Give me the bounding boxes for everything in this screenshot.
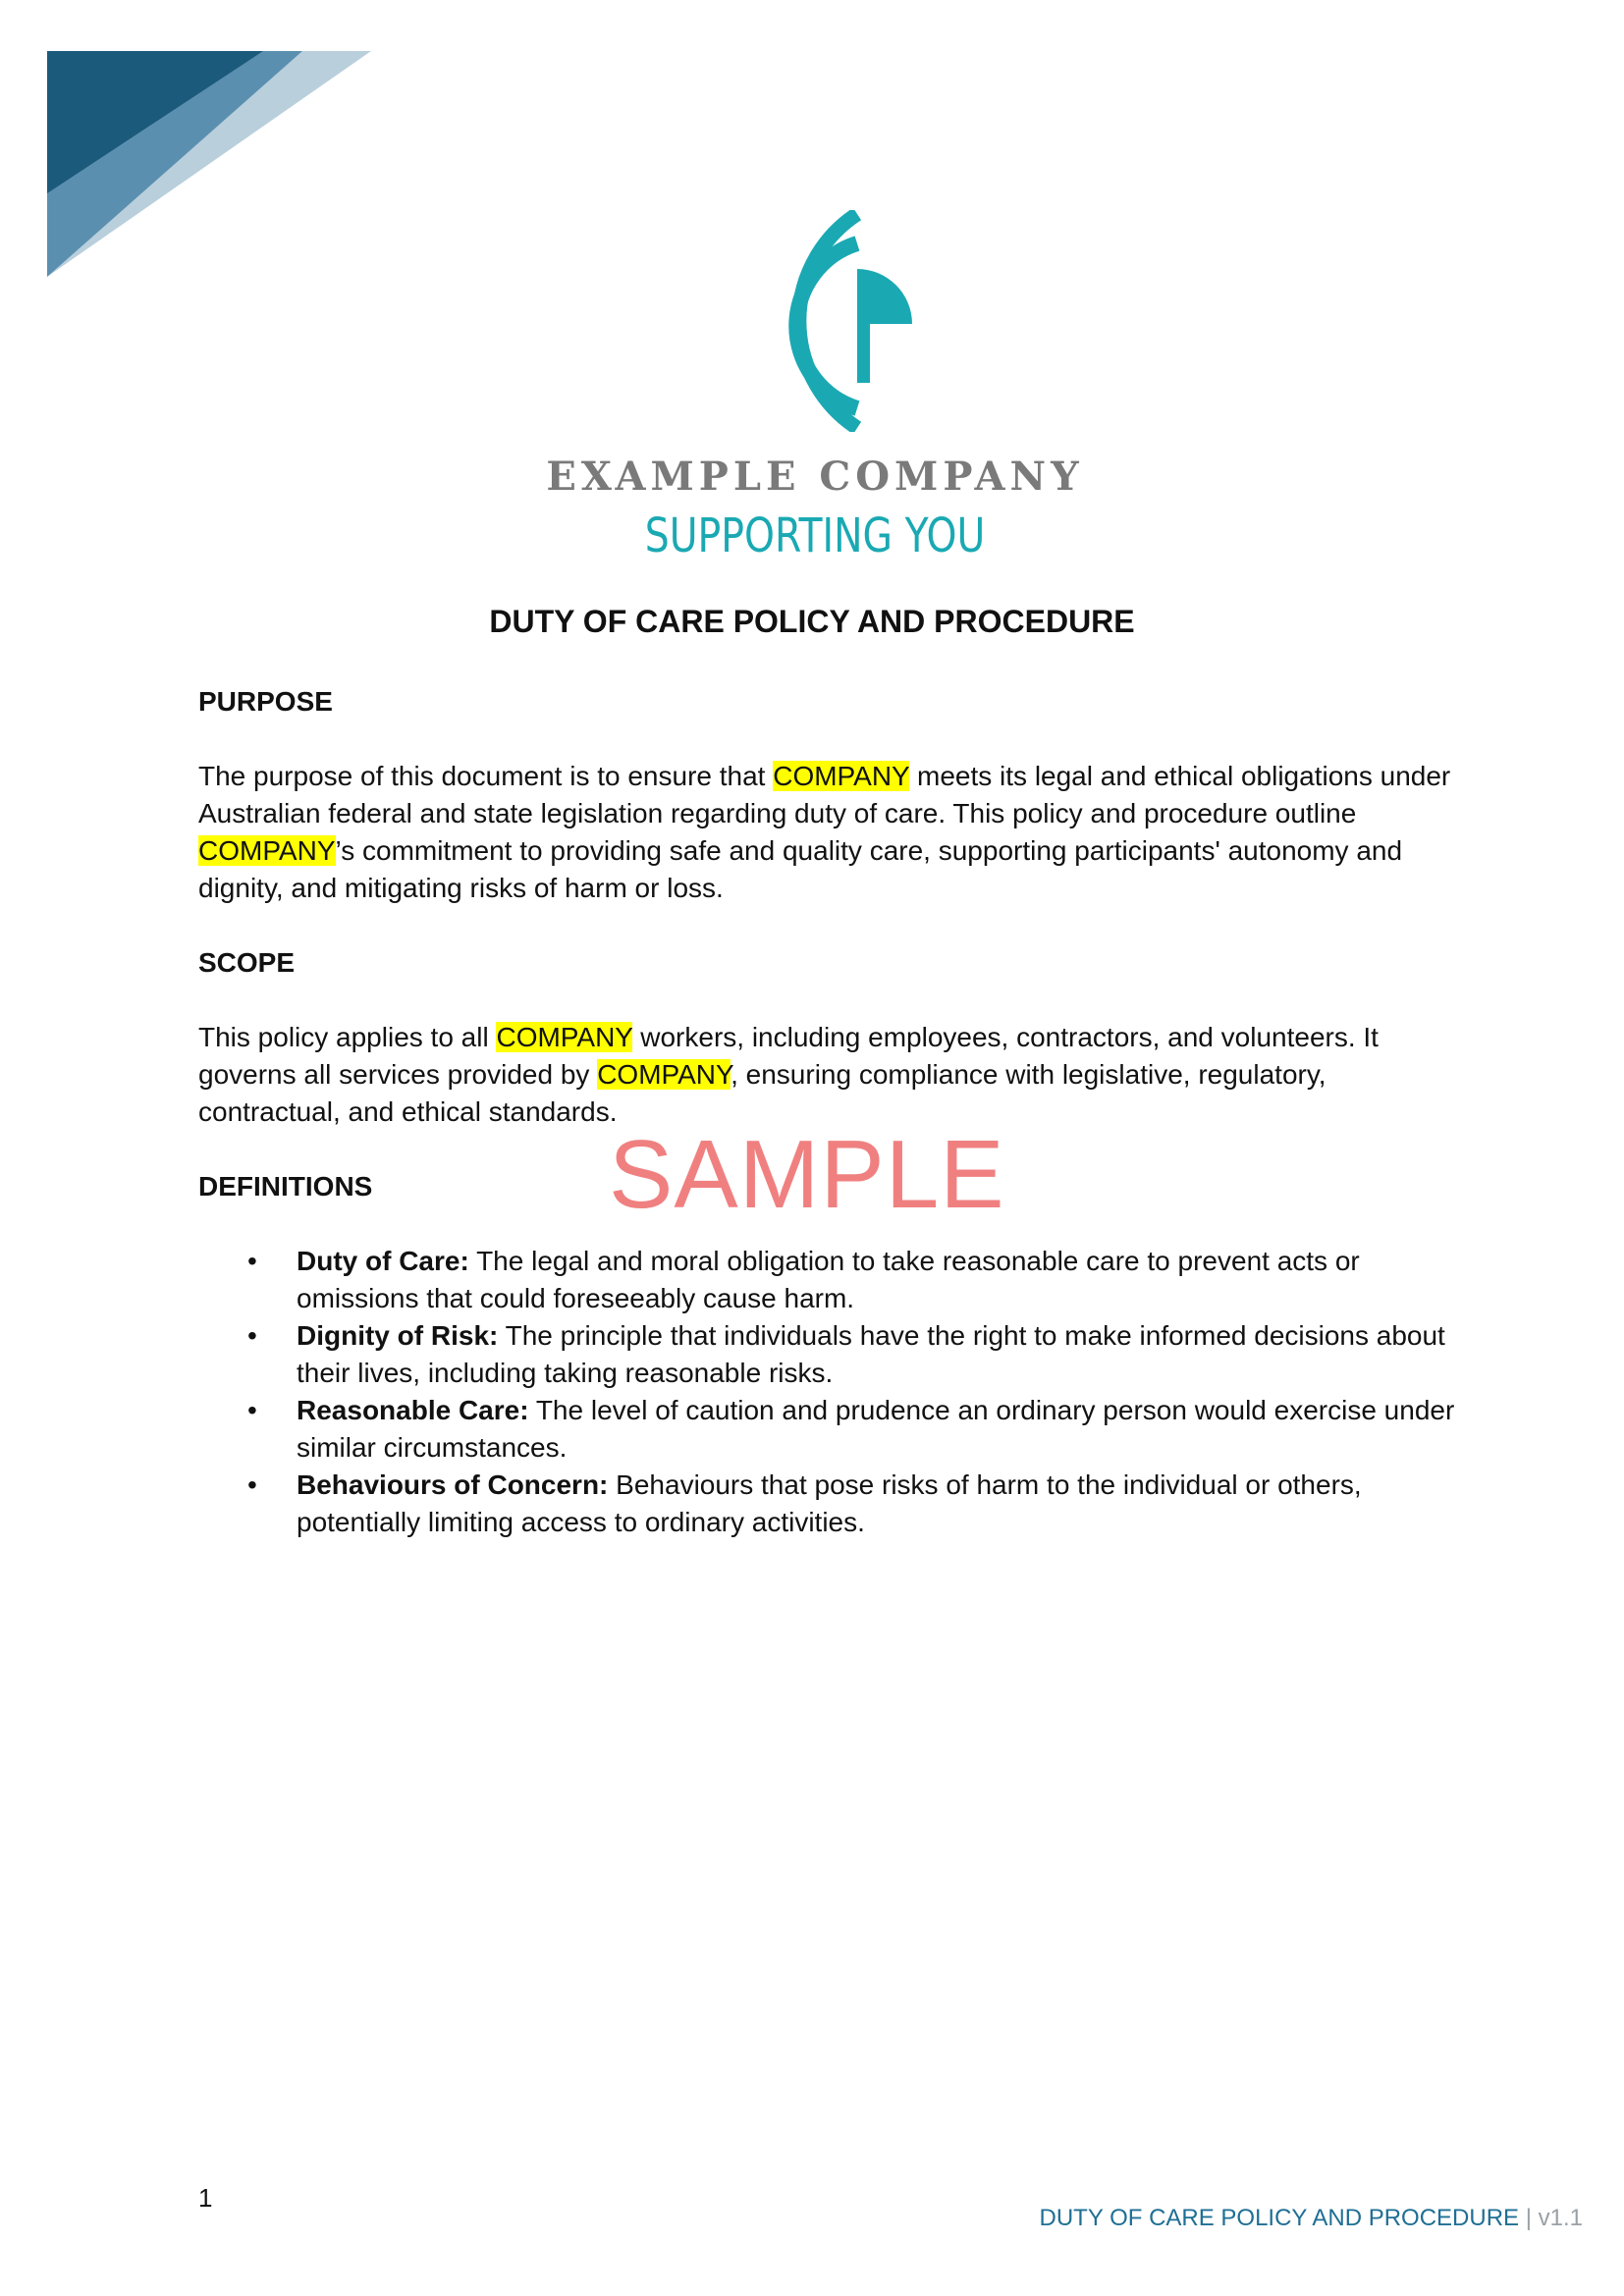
highlight-company: COMPANY [496, 1022, 633, 1052]
purpose-text-2: meets its legal and ethical obligations under Australian federal and state legislation regarding duty of care. This policy and procedure outline [198, 761, 1451, 828]
scope-text-3: , ensuring compliance with legislative, regulatory, contractual, and ethical standards. [198, 1059, 1326, 1127]
highlight-company: COMPANY [773, 761, 910, 791]
footer-version: v1.1 [1538, 2205, 1583, 2231]
purpose-text-1: The purpose of this document is to ensure that [198, 761, 774, 791]
scope-paragraph [198, 1019, 1455, 1131]
highlight-company: COMPANY [198, 835, 336, 866]
highlight-company: COMPANY [597, 1059, 731, 1090]
list-item [297, 1467, 1455, 1541]
footer [1040, 2205, 1584, 2232]
company-name: EXAMPLE COMPANY [546, 454, 1084, 500]
definitions-list [198, 1243, 1455, 1541]
list-item [297, 1392, 1455, 1467]
list-item [297, 1243, 1455, 1317]
definition-term: Dignity of Risk: [297, 1320, 499, 1351]
document-body [198, 683, 1455, 1541]
definition-text: The level of caution and prudence an ordinary person would exercise under similar circumstances. [297, 1395, 1455, 1463]
list-item [297, 1317, 1455, 1392]
corner-decoration [47, 51, 371, 277]
footer-separator: | [1519, 2205, 1539, 2231]
definition-text: Behaviours that pose risks of harm to the individual or others, potentially limiting access to ordinary activities. [297, 1469, 1362, 1537]
company-tagline: SUPPORTING YOU [644, 508, 986, 563]
scope-text-2: workers, including employees, contractors, and volunteers. It governs all services provided by [198, 1022, 1379, 1090]
scope-heading: SCOPE [198, 947, 296, 978]
definitions-heading: DEFINITIONS [198, 1171, 373, 1201]
scope-text-1: This policy applies to all [198, 1022, 497, 1052]
definition-term: Reasonable Care: [297, 1395, 529, 1425]
company-logo-icon [725, 210, 917, 432]
sample-watermark: SAMPLE [609, 1120, 1005, 1228]
definition-text: The principle that individuals have the right to make informed decisions about their lives, including taking reasonable risks. [297, 1320, 1445, 1388]
purpose-text-3: ’s commitment to providing safe and quality care, supporting participants' autonomy and dignity, and mitigating risks of harm or loss. [198, 835, 1403, 903]
definition-text: The legal and moral obligation to take reasonable care to prevent acts or omissions that could foreseeably cause harm. [297, 1246, 1360, 1313]
purpose-paragraph [198, 758, 1455, 907]
purpose-heading: PURPOSE [198, 686, 333, 717]
page-number: 1 [198, 2183, 213, 2213]
definition-term: Behaviours of Concern: [297, 1469, 609, 1500]
footer-doc-title: DUTY OF CARE POLICY AND PROCEDURE [1039, 2205, 1520, 2231]
definition-term: Duty of Care: [297, 1246, 469, 1276]
document-title: DUTY OF CARE POLICY AND PROCEDURE [489, 604, 1135, 639]
